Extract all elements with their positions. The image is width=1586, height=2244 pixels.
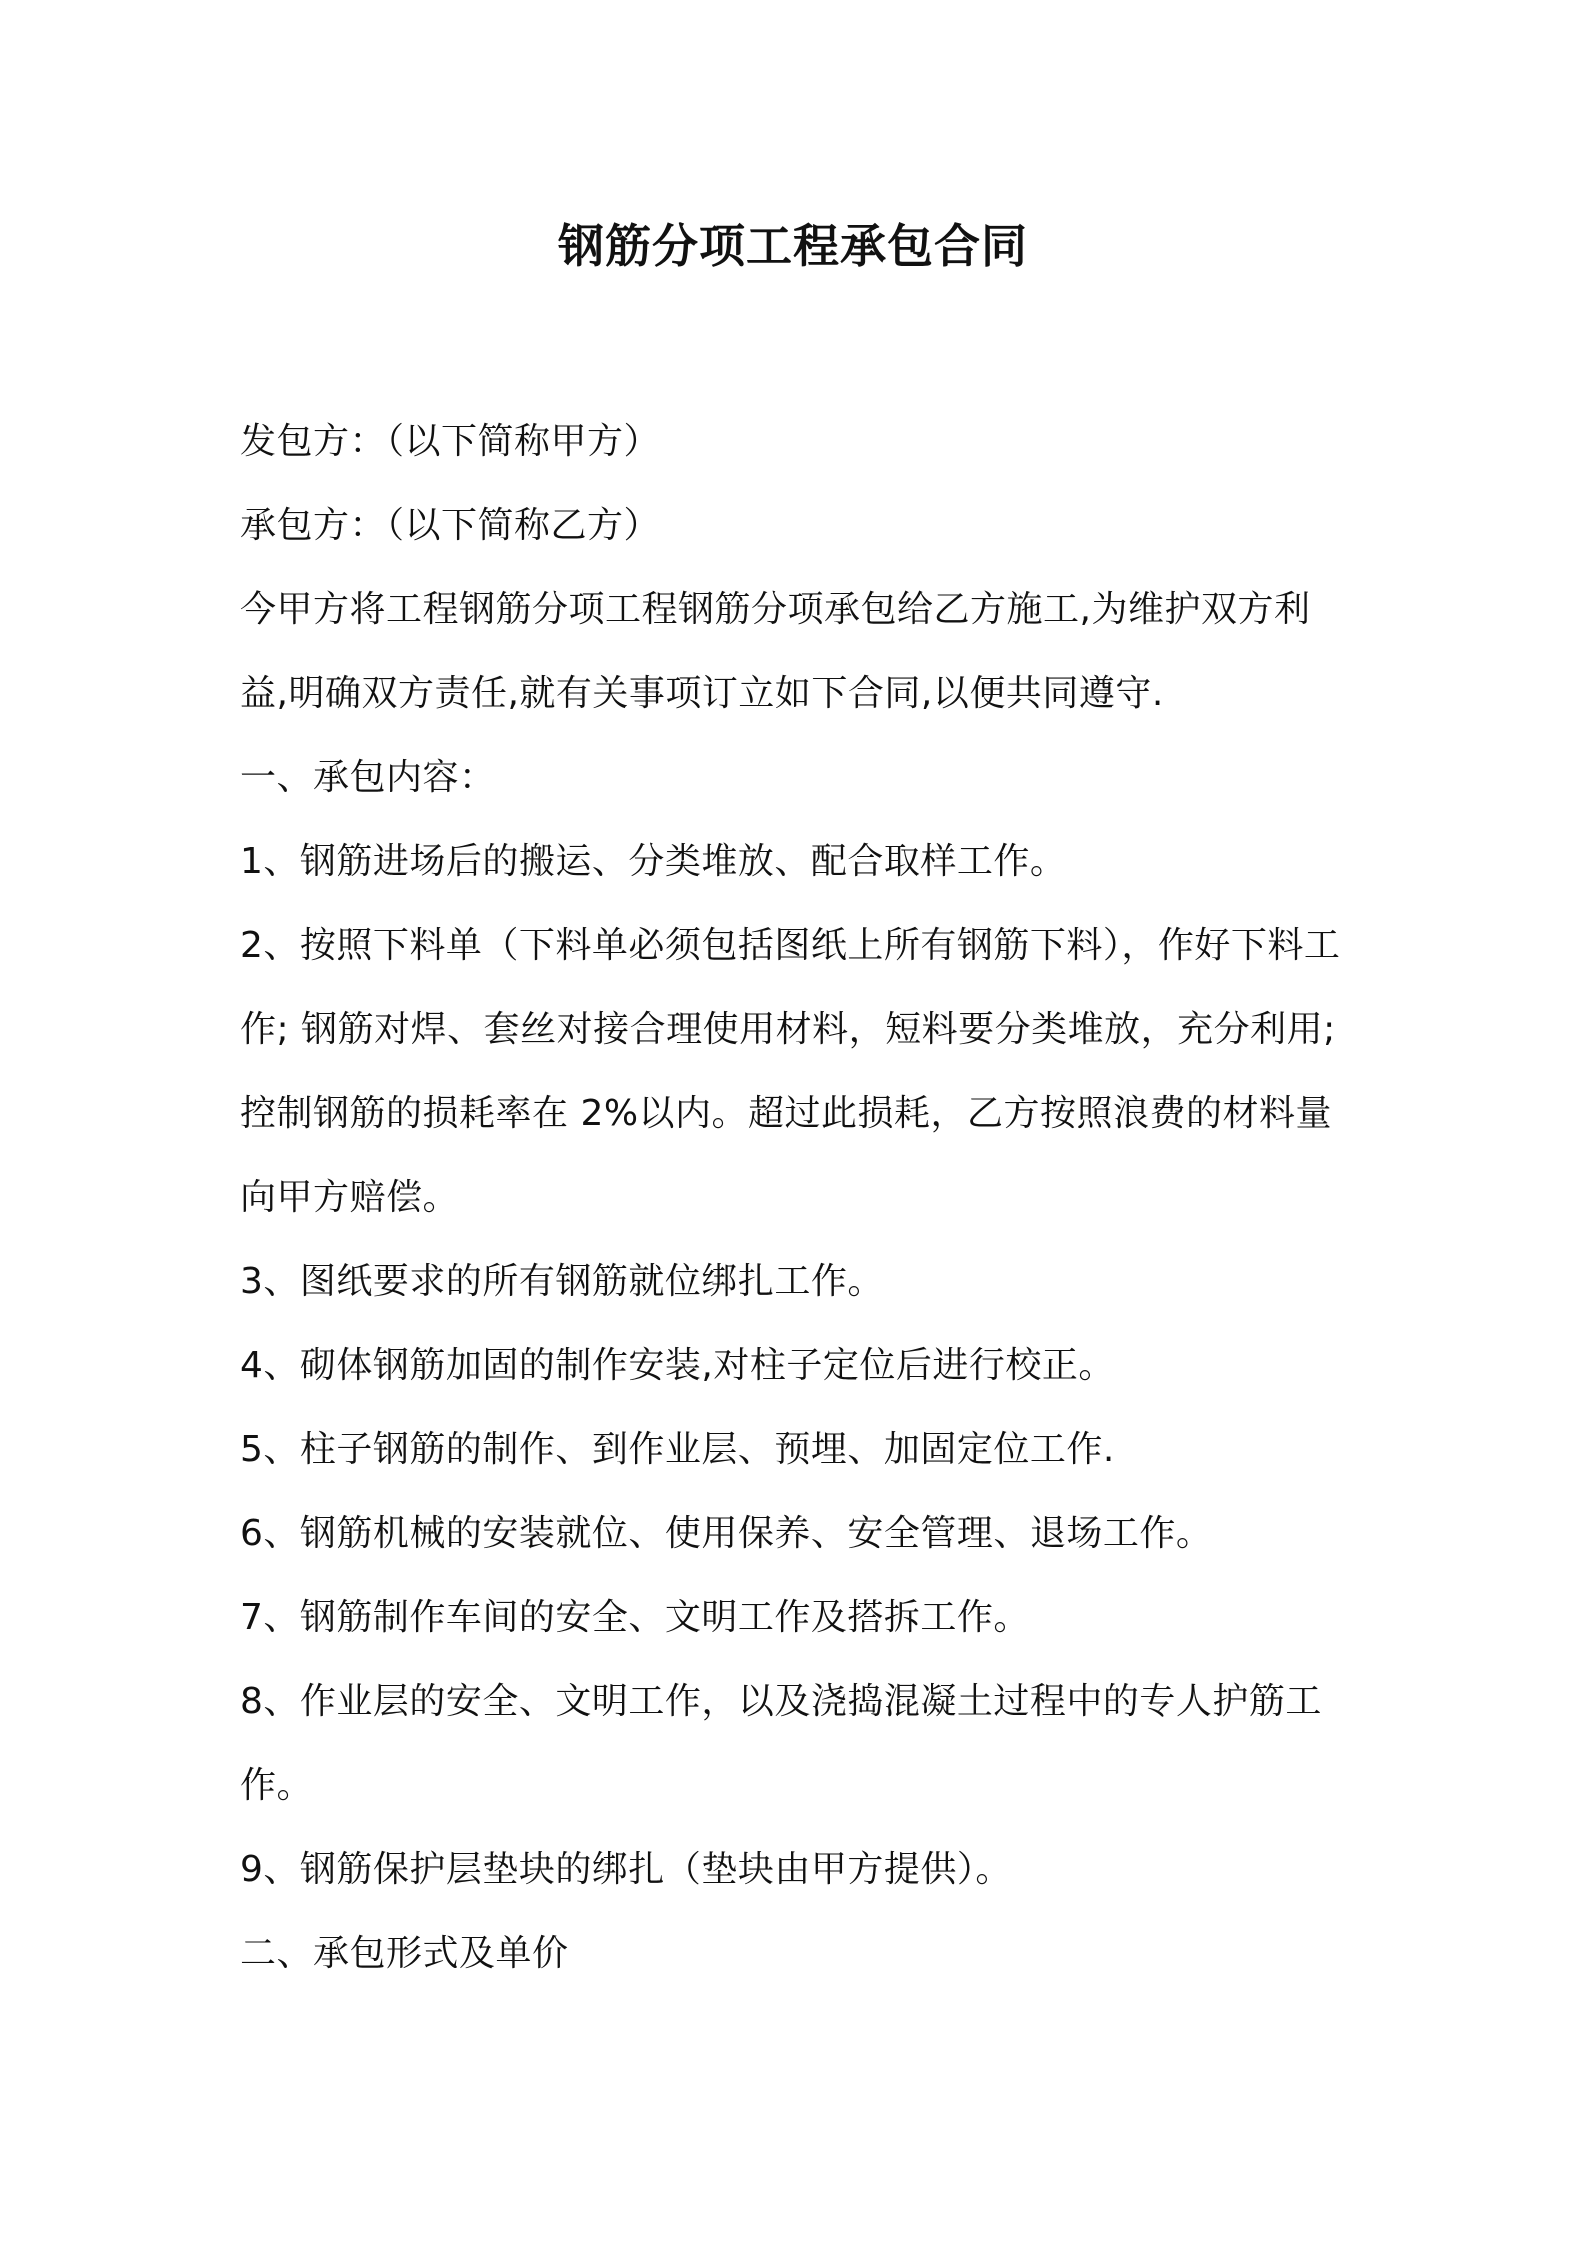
clause-9: 9、钢筋保护层垫块的绑扎（垫块由甲方提供）。	[240, 1849, 1012, 1890]
clause-8-line-1: 8、作业层的安全、文明工作，以及浇捣混凝土过程中的专人护筋工	[240, 1681, 1322, 1722]
preamble-line-2: 益,明确双方责任,就有关事项订立如下合同,以便共同遵守.	[240, 673, 1164, 714]
clause-5: 5、柱子钢筋的制作、到作业层、预埋、加固定位工作.	[240, 1429, 1115, 1470]
section-heading-contract-form: 二、承包形式及单价	[240, 1933, 569, 1974]
document-title: 钢筋分项工程承包合同	[558, 219, 1028, 273]
clause-8-line-2: 作。	[240, 1765, 314, 1806]
clause-2-line-4: 向甲方赔偿。	[240, 1177, 460, 1218]
clause-7: 7、钢筋制作车间的安全、文明工作及搭拆工作。	[240, 1597, 1030, 1638]
party-a-line: 发包方：（以下简称甲方）	[240, 421, 661, 462]
clause-6: 6、钢筋机械的安装就位、使用保养、安全管理、退场工作。	[240, 1513, 1213, 1554]
clause-2-line-2: 作; 钢筋对焊、套丝对接合理使用材料，短料要分类堆放，充分利用;	[240, 1009, 1336, 1050]
document-body	[240, 400, 1355, 1996]
clause-4: 4、砌体钢筋加固的制作安装,对柱子定位后进行校正。	[240, 1345, 1115, 1386]
section-heading-contract-content: 一、承包内容：	[240, 757, 496, 798]
party-b-line: 承包方：（以下简称乙方）	[240, 505, 661, 546]
clause-3: 3、图纸要求的所有钢筋就位绑扎工作。	[240, 1261, 884, 1302]
clause-2-line-3: 控制钢筋的损耗率在 2%以内。超过此损耗，乙方按照浪费的材料量	[240, 1093, 1333, 1134]
preamble-line-1: 今甲方将工程钢筋分项工程钢筋分项承包给乙方施工,为维护双方利	[240, 589, 1311, 630]
clause-2-line-1: 2、按照下料单（下料单必须包括图纸上所有钢筋下料），作好下料工	[240, 925, 1341, 966]
clause-1: 1、钢筋进场后的搬运、分类堆放、配合取样工作。	[240, 841, 1067, 882]
